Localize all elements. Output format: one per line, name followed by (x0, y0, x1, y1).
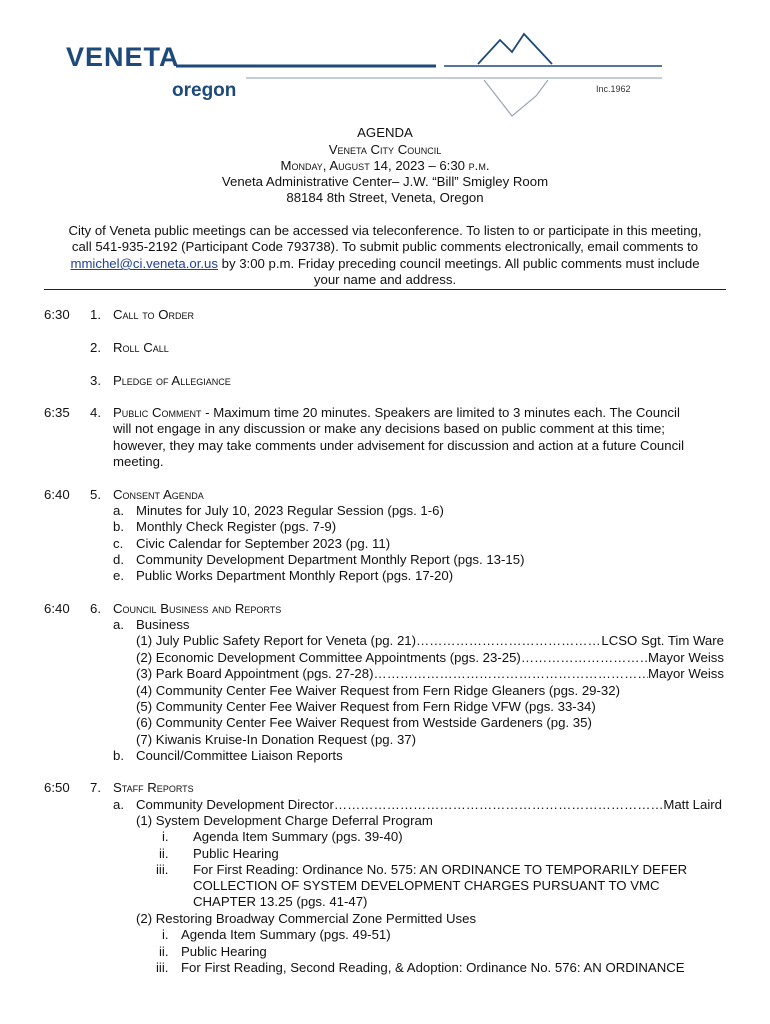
consent-c-letter: c. (113, 536, 124, 551)
business-1-presenter: LCSO Sgt. Tim Ware (601, 633, 724, 648)
business-6: (6) Community Center Fee Waiver Request from Westside Gardeners (pg. 35) (136, 715, 592, 730)
staff-a-text: Community Development Director (136, 797, 334, 812)
staff-1: (1) System Development Charge Deferral Program (136, 813, 433, 828)
business-3-text: (3) Park Board Appointment (pgs. 27-28) (136, 666, 374, 681)
time-1: 6:30 (44, 307, 70, 322)
consent-e-letter: e. (113, 568, 124, 583)
notice-line-3-text: by 3:00 p.m. Friday preceding council meetings. All public comments must include (217, 256, 700, 271)
num-3: 3. (90, 373, 101, 388)
business-2-presenter: Mayor Weiss (648, 650, 724, 665)
business-2-text: (2) Economic Development Committee Appointments (pgs. 23-25) (136, 650, 521, 665)
staff-a (136, 797, 722, 813)
time-6: 6:40 (44, 601, 70, 616)
agenda-title: AGENDA (357, 125, 413, 140)
item-roll-call: Roll Call (113, 340, 169, 355)
public-comment-l2: will not engage in any discussion or make any decisions based on public comment at this time; (113, 421, 665, 436)
item-council-business: Council Business and Reports (113, 601, 282, 616)
consent-b: Monthly Check Register (pgs. 7-9) (136, 519, 337, 534)
time-4: 6:35 (44, 405, 70, 420)
meeting-date: Monday, August 14, 2023 – 6:30 p.m. (280, 158, 490, 173)
business-b-letter: b. (113, 748, 124, 763)
staff-1-ii-num: ii. (159, 846, 169, 861)
business-a-letter: a. (113, 617, 124, 632)
staff-1-i-num: i. (162, 829, 169, 844)
notice-line-3 (0, 256, 770, 272)
consent-b-letter: b. (113, 519, 124, 534)
consent-d: Community Development Department Monthly Report (pgs. 13-15) (136, 552, 525, 567)
item-staff-reports: Staff Reports (113, 780, 194, 795)
dot-leader (374, 666, 649, 682)
item-public-comment (113, 405, 680, 421)
staff-2: (2) Restoring Broadway Commercial Zone Permitted Uses (136, 911, 477, 926)
business-1-text: (1) July Public Safety Report for Veneta (pg. 21) (136, 633, 417, 648)
staff-2-ii-num: ii. (159, 944, 169, 959)
divider (44, 289, 726, 290)
consent-e: Public Works Department Monthly Report (pgs. 17-20) (136, 568, 454, 583)
consent-a-letter: a. (113, 503, 124, 518)
item-pledge: Pledge of Allegiance (113, 373, 231, 388)
logo-inc: Inc.1962 (596, 84, 631, 94)
logo-state: oregon (172, 80, 237, 101)
item-consent-agenda: Consent Agenda (113, 487, 204, 502)
staff-1-iii-l2: COLLECTION OF SYSTEM DEVELOPMENT CHARGES PURSUANT TO VMC (193, 878, 660, 893)
dot-leader (521, 650, 648, 666)
logo-name: VENETA (66, 42, 180, 72)
staff-2-i-num: i. (162, 927, 169, 942)
staff-2-iii-num: iii. (156, 960, 169, 975)
public-comment-head: Public Comment (113, 405, 202, 420)
staff-a-presenter: Matt Laird (663, 797, 722, 812)
staff-2-ii: Public Hearing (181, 944, 267, 959)
business-5: (5) Community Center Fee Waiver Request from Fern Ridge VFW (pgs. 33-34) (136, 699, 596, 714)
business-b: Council/Committee Liaison Reports (136, 748, 343, 763)
staff-a-letter: a. (113, 797, 124, 812)
item-call-to-order: Call to Order (113, 307, 194, 322)
consent-d-letter: d. (113, 552, 124, 567)
dot-leader (334, 797, 663, 813)
meeting-room: Veneta Administrative Center– J.W. “Bill” Smigley Room (221, 174, 549, 189)
time-7: 6:50 (44, 780, 70, 795)
consent-c: Civic Calendar for September 2023 (pg. 11) (136, 536, 391, 551)
council-name: Veneta City Council (328, 142, 442, 157)
business-7: (7) Kiwanis Kruise-In Donation Request (pg. 37) (136, 732, 417, 747)
staff-2-i: Agenda Item Summary (pgs. 49-51) (181, 927, 391, 942)
business-1 (136, 633, 724, 649)
num-4: 4. (90, 405, 101, 420)
staff-1-iii-l1: For First Reading: Ordinance No. 575: AN ORDINANCE TO TEMPORARILY DEFER (193, 862, 688, 877)
staff-1-i: Agenda Item Summary (pgs. 39-40) (193, 829, 403, 844)
business-3-presenter: Mayor Weiss (648, 666, 724, 681)
public-comment-l3: however, they may take comments under advisement for discussion and action at a future Council (113, 438, 685, 453)
meeting-address: 88184 8th Street, Veneta, Oregon (286, 190, 484, 205)
time-5: 6:40 (44, 487, 70, 502)
num-5: 5. (90, 487, 101, 502)
num-1: 1. (90, 307, 101, 322)
public-comment-l4: meeting. (113, 454, 164, 469)
business-3 (136, 666, 724, 682)
notice-line-4: your name and address. (313, 272, 457, 287)
consent-a: Minutes for July 10, 2023 Regular Session (pgs. 1-6) (136, 503, 444, 518)
notice-line-2: call 541-935-2192 (Participant Code 793738). To submit public comments electronically, email comments to (71, 239, 699, 254)
num-7: 7. (90, 780, 101, 795)
business-4: (4) Community Center Fee Waiver Request from Fern Ridge Gleaners (pgs. 29-32) (136, 683, 620, 698)
notice-line-1: City of Veneta public meetings can be accessed via teleconference. To listen to or participate in this meeting, (68, 223, 702, 238)
num-6: 6. (90, 601, 101, 616)
email-link[interactable]: mmichel@ci.veneta.or.us (70, 256, 218, 271)
staff-1-iii-num: iii. (156, 862, 169, 877)
public-comment-l1: - Maximum time 20 minutes. Speakers are limited to 3 minutes each. The Council (201, 405, 680, 420)
num-2: 2. (90, 340, 101, 355)
staff-1-ii: Public Hearing (193, 846, 279, 861)
staff-2-iii: For First Reading, Second Reading, & Adoption: Ordinance No. 576: AN ORDINANCE (181, 960, 685, 975)
staff-1-iii-l3: CHAPTER 13.25 (pgs. 41-47) (193, 894, 368, 909)
business-a: Business (136, 617, 190, 632)
mountain-logo-icon (0, 0, 770, 130)
dot-leader (416, 633, 601, 649)
business-2 (136, 650, 724, 666)
